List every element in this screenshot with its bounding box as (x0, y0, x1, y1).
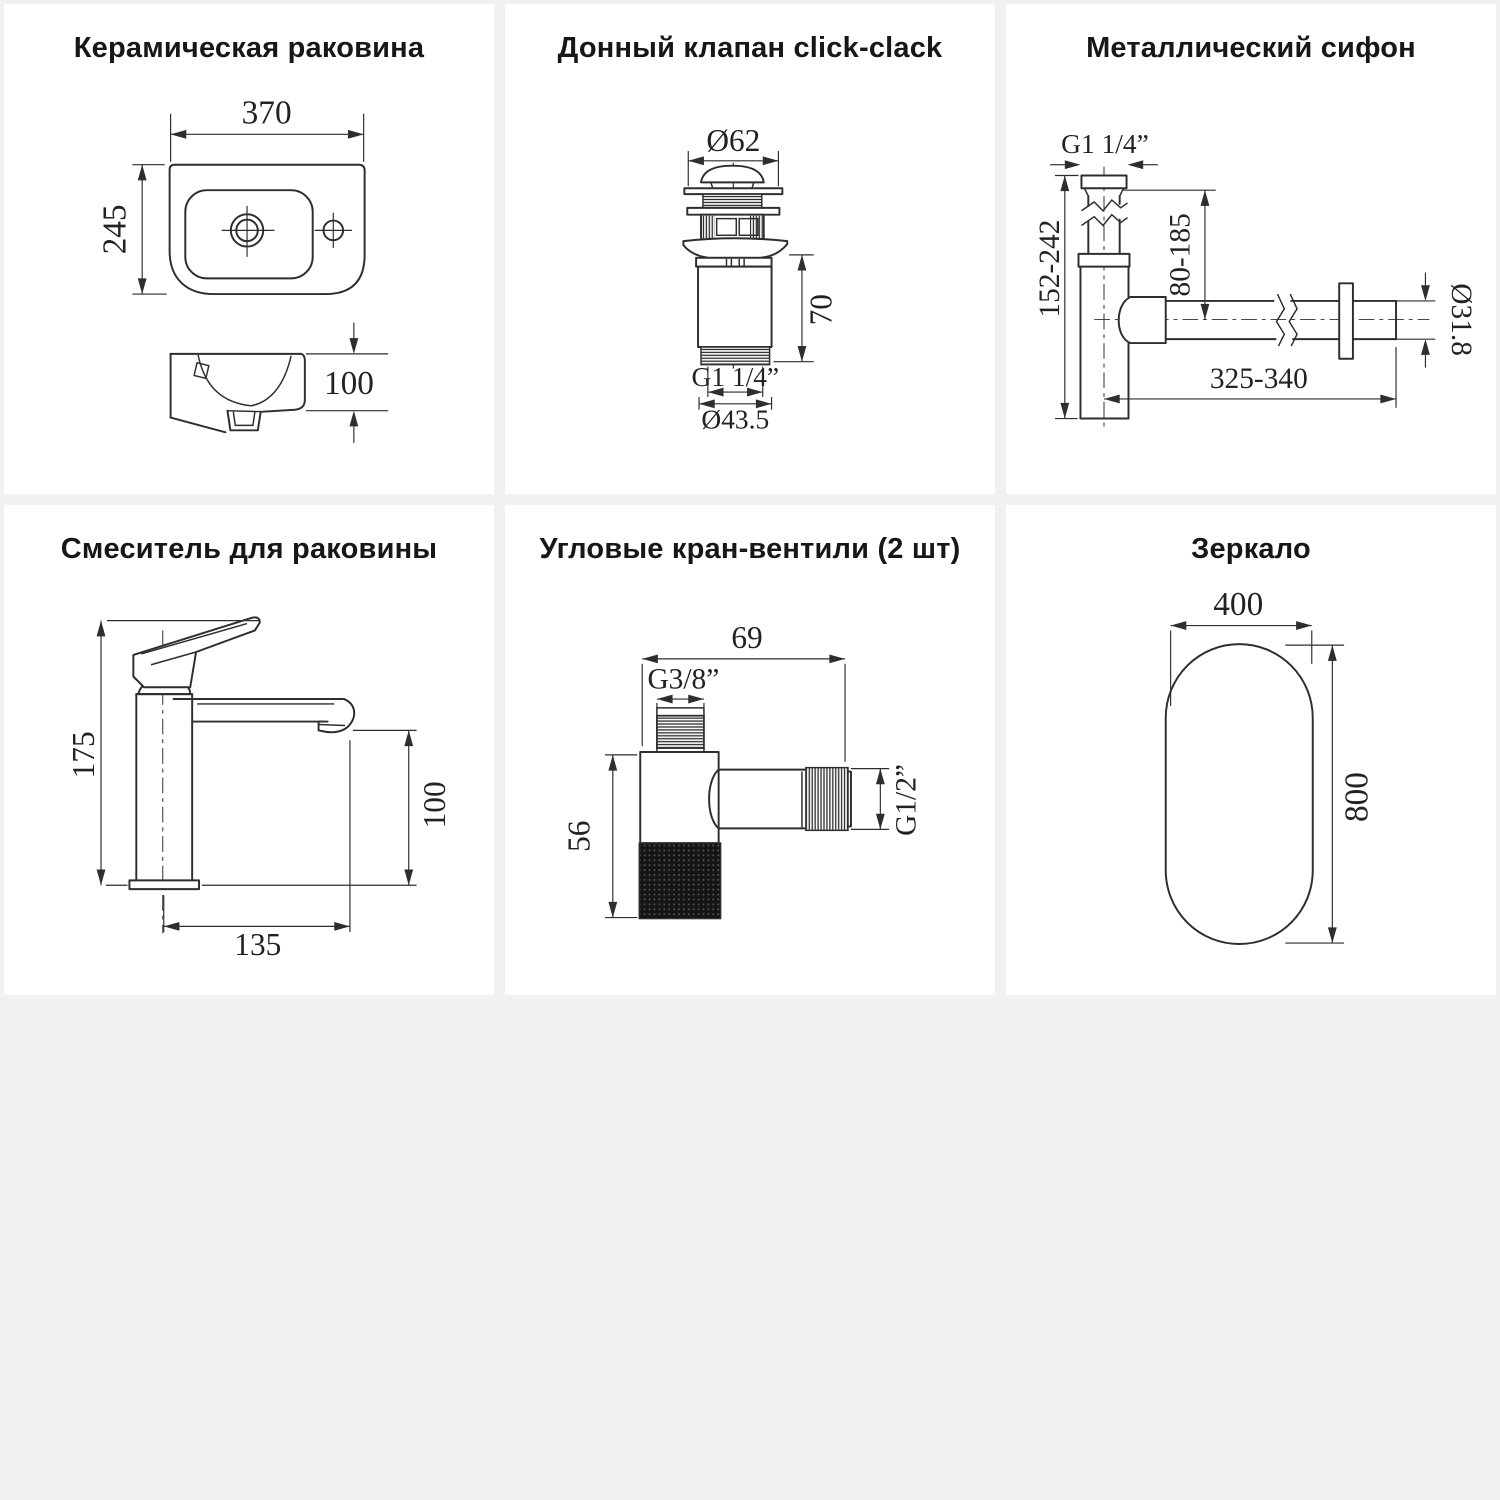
dimension-valve-outlet-thread (851, 764, 923, 836)
panel-mirror (1006, 505, 1496, 995)
panel-title: Керамическая раковина (73, 32, 425, 64)
dimension-valve-inlet-thread (647, 663, 719, 713)
panel-drain-valve (505, 4, 995, 494)
svg-text:Ø62: Ø62 (706, 123, 761, 158)
drain-valve-drawing (505, 4, 995, 494)
panel-angle-valves (505, 505, 995, 995)
mirror-outline (1166, 644, 1313, 944)
dimension-siphon-height (1034, 176, 1079, 419)
svg-text:400: 400 (1213, 585, 1264, 623)
panel-faucet (4, 505, 494, 995)
panel-title: Донный клапан click-clack (557, 32, 943, 64)
dimension-mirror-height (1285, 645, 1375, 943)
svg-text:G1 1/4”: G1 1/4” (1061, 128, 1149, 159)
panel-title: Зеркало (1191, 533, 1311, 565)
svg-text:69: 69 (731, 620, 763, 656)
dimension-valve-thread (691, 362, 779, 397)
angle-valve-body (639, 708, 851, 919)
siphon-drawing (1006, 4, 1496, 494)
svg-text:100: 100 (323, 365, 374, 403)
dimension-siphon-pipe-diameter (1396, 273, 1477, 368)
dimension-valve-height (774, 255, 839, 362)
svg-text:Ø31.8: Ø31.8 (1444, 283, 1477, 356)
mirror-drawing (1006, 505, 1496, 995)
dimension-siphon-inlet-thread (1050, 129, 1158, 169)
panel-title: Смеситель для раковины (60, 533, 438, 565)
svg-text:70: 70 (803, 294, 839, 326)
svg-text:56: 56 (561, 820, 597, 852)
drain-valve-body (683, 166, 787, 365)
panel-title: Металлический сифон (1086, 32, 1416, 64)
svg-text:370: 370 (241, 94, 292, 132)
angle-valve-drawing (505, 505, 995, 995)
dimension-faucet-spout-height (202, 730, 452, 885)
panel-title: Угловые кран-вентили (2 шт) (539, 533, 961, 565)
svg-text:325-340: 325-340 (1209, 363, 1308, 396)
sink-top-view (170, 165, 365, 294)
dimension-sink-height (306, 323, 388, 444)
svg-text:175: 175 (66, 731, 102, 779)
svg-text:100: 100 (417, 781, 452, 829)
svg-text:Ø43.5: Ø43.5 (701, 404, 770, 435)
dimension-valve-thread-diameter (699, 397, 772, 434)
dimension-mirror-width (1171, 586, 1312, 706)
svg-text:80-185: 80-185 (1164, 213, 1197, 297)
svg-text:152-242: 152-242 (1033, 219, 1066, 318)
svg-text:245: 245 (96, 204, 134, 255)
dimension-valve-height (561, 755, 637, 918)
dimension-sink-width (171, 95, 364, 162)
panel-siphon (1006, 4, 1496, 494)
svg-text:800: 800 (1338, 772, 1376, 823)
sink-drawing (4, 4, 494, 494)
svg-text:G3/8”: G3/8” (647, 663, 720, 696)
panel-sink (4, 4, 494, 494)
svg-text:G1 1/4”: G1 1/4” (691, 362, 780, 393)
sink-side-view (171, 354, 305, 432)
faucet-drawing (4, 505, 494, 995)
dimension-sink-depth (97, 165, 167, 294)
svg-text:135: 135 (234, 926, 282, 962)
svg-text:G1/2”: G1/2” (890, 764, 923, 836)
